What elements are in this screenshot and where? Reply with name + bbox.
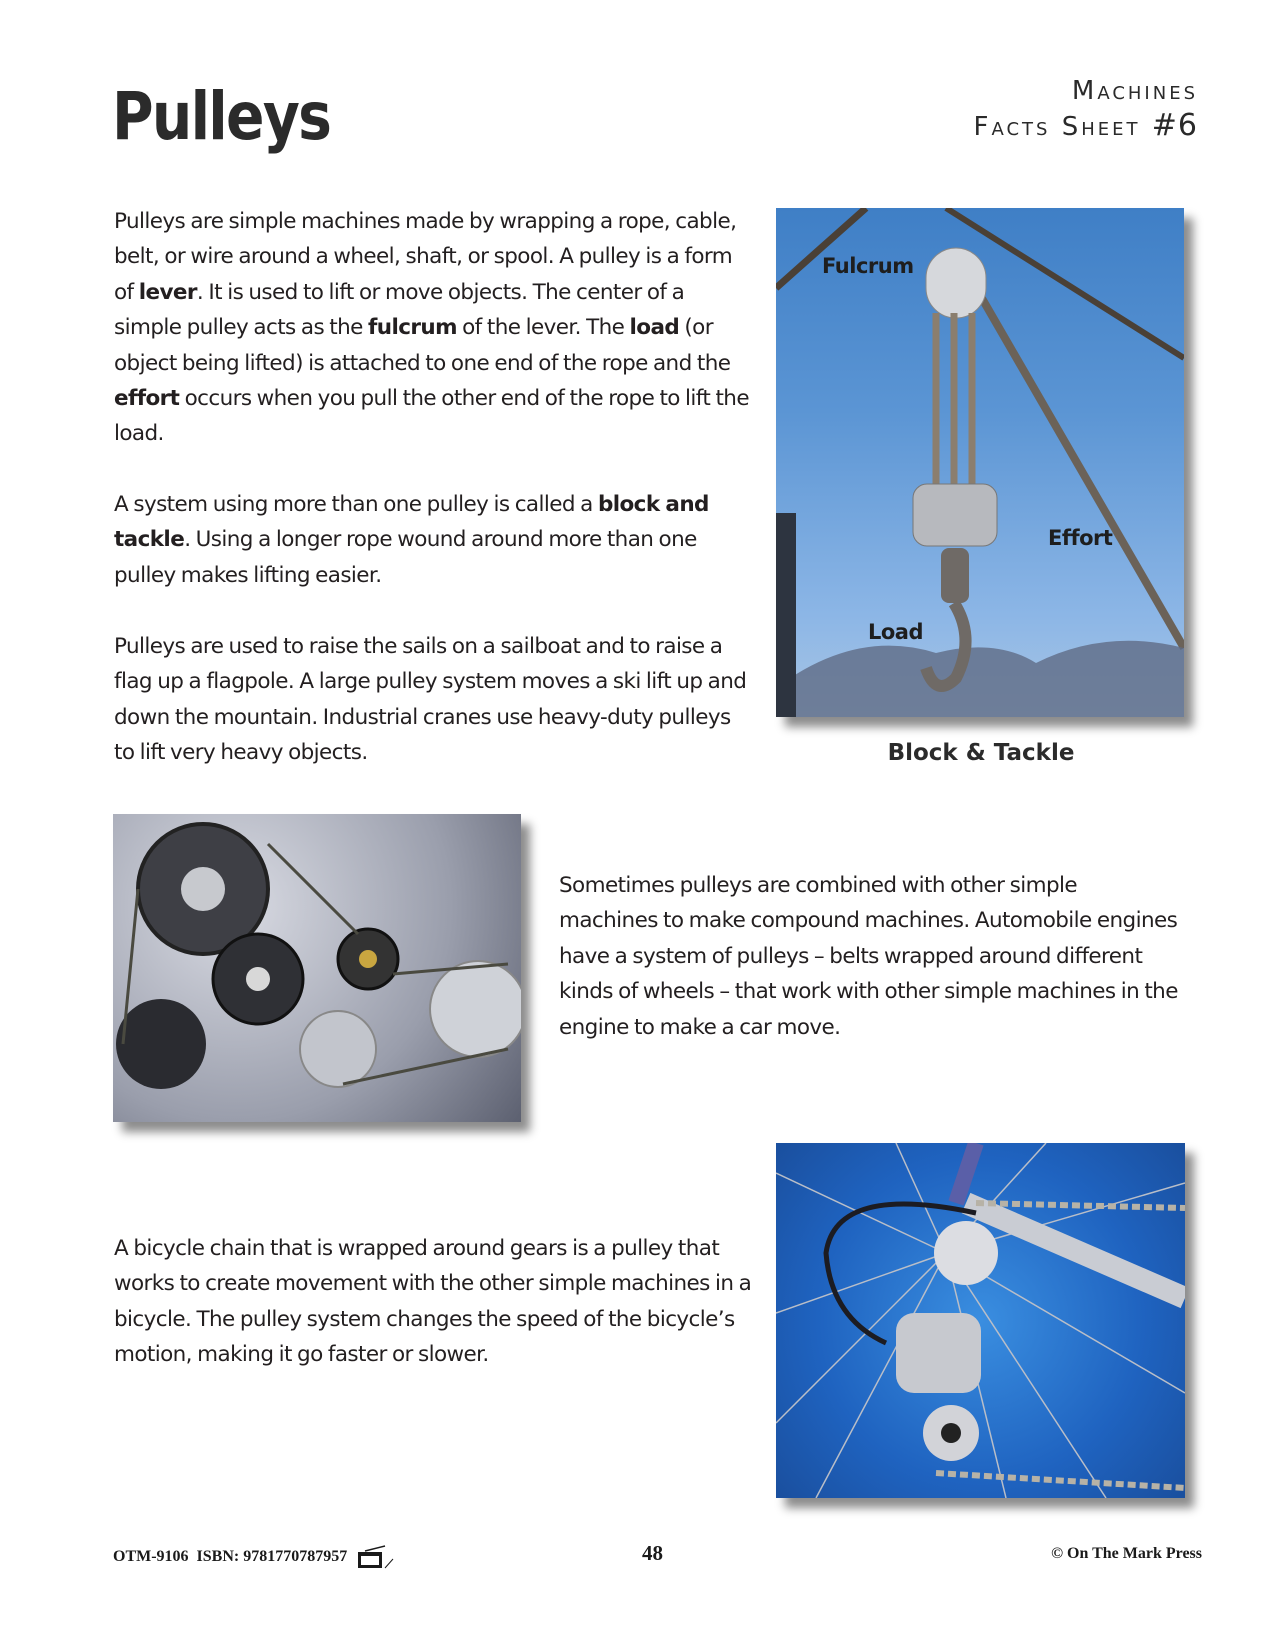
product-code: OTM-9106 (113, 1548, 189, 1565)
paragraph-compound: Sometimes pulleys are combined with other simple machines to make compound machines. Automobile engines have a system of pulleys – belts wrapped around different kinds of wheels – that work with other simple machines in the engine to make a car move. (559, 873, 1178, 1040)
paragraph-uses: Pulleys are used to raise the sails on a sailboat and to raise a flag up a flagpole. A large pulley system moves a ski lift up and down the mountain. Industrial cranes use heavy-duty pulleys to lift very heavy objects. (114, 634, 747, 766)
term-effort: effort (114, 386, 180, 412)
footer-left (113, 1545, 397, 1569)
paragraph-intro (114, 204, 754, 452)
text: of the lever. The (456, 315, 630, 341)
publisher-logo-icon (355, 1545, 397, 1569)
text: . It is used to lift or move objects. The center of a simple pulley acts as the (114, 279, 685, 341)
term-load: load (629, 315, 680, 341)
text: (or object being lifted) is attached to one end of the rope and the (114, 315, 731, 376)
header-sheet-label: Facts Sheet (973, 112, 1141, 142)
pulley-illustration (776, 208, 1184, 717)
page-title: Pulleys (112, 78, 331, 155)
header-subject: Machines (1071, 76, 1198, 106)
paragraph-bicycle: A bicycle chain that is wrapped around gears is a pulley that works to create movement with the other simple machines in a bicycle. The pulley system changes the speed of the bicycle’s motion, making it go faster or slower. (114, 1236, 752, 1368)
term-block-and-tackle: block and tackle (114, 492, 709, 553)
text: occurs when you pull the other end of the rope to lift the load. (114, 386, 749, 447)
label-fulcrum: Fulcrum (822, 254, 914, 278)
text: . Using a longer rope wound around more than one pulley makes lifting easier. (114, 527, 697, 588)
engine-pulleys-illustration (113, 814, 521, 1122)
block-tackle-photo (776, 208, 1184, 717)
text: Pulleys are simple machines made by wrapping a rope, cable, belt, or wire around a wheel, shaft, or spool. A pulley is a form of (114, 209, 737, 305)
bicycle-derailleur-illustration (776, 1143, 1185, 1498)
text: A system using more than one pulley is called a (114, 492, 598, 517)
header-sheet-number: #6 (1151, 108, 1198, 143)
header-sheet (974, 108, 1199, 143)
figure-caption: Block & Tackle (887, 740, 1075, 766)
label-load: Load (868, 620, 924, 644)
engine-photo (113, 814, 521, 1122)
copyright: © On The Mark Press (1051, 1545, 1202, 1562)
bicycle-photo (776, 1143, 1185, 1498)
label-effort: Effort (1048, 526, 1113, 550)
term-lever: lever (138, 279, 197, 305)
page-number: 48 (642, 1541, 663, 1565)
isbn: ISBN: 9781770787957 (196, 1548, 348, 1565)
paragraph-block-tackle (114, 487, 754, 593)
term-fulcrum: fulcrum (368, 315, 457, 341)
